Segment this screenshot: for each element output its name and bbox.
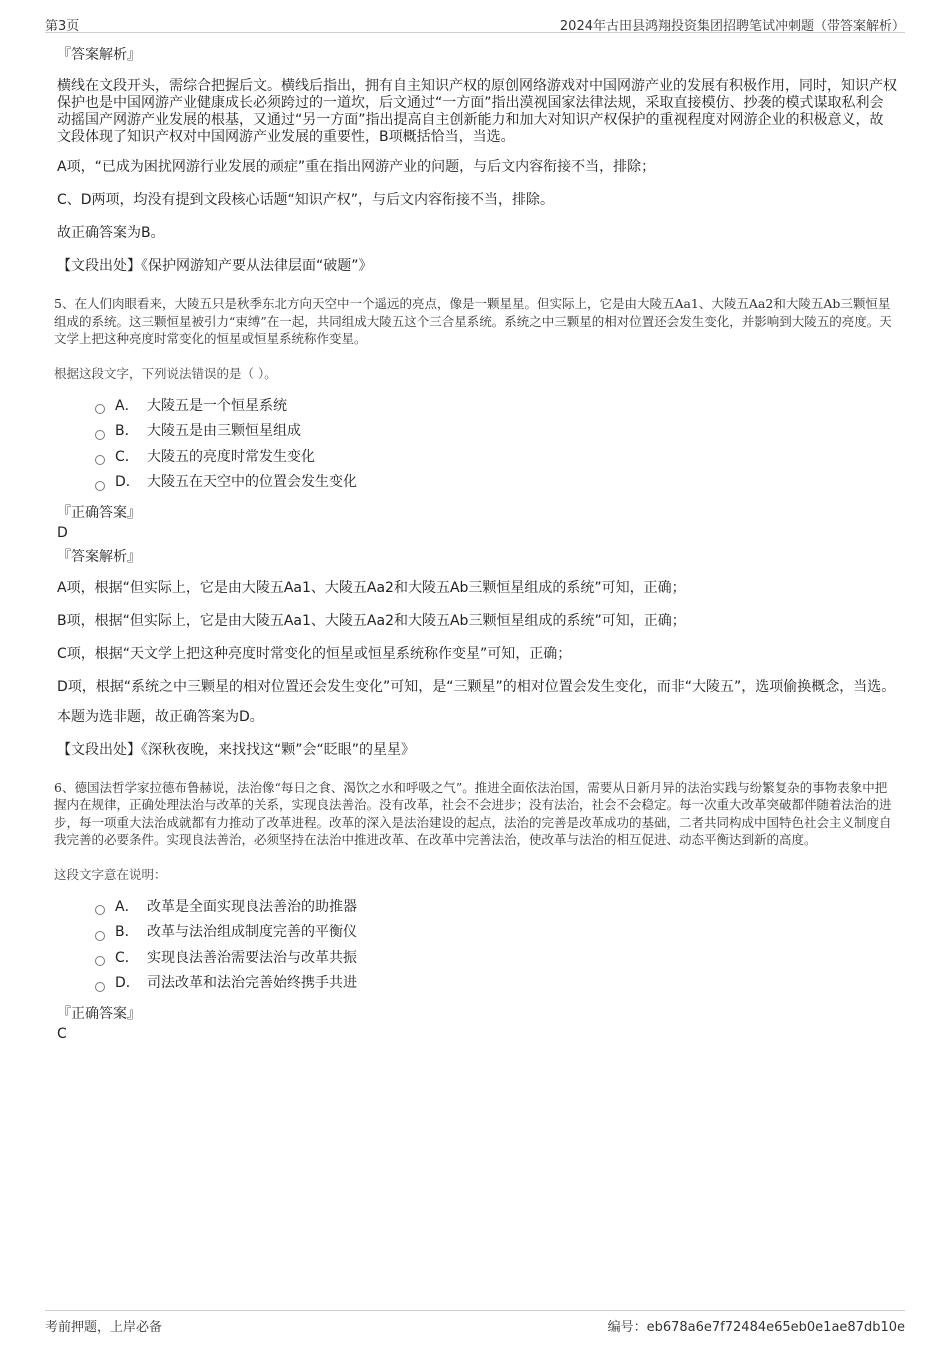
option-letter: A． [115,397,139,414]
option-list [95,895,897,997]
radio-icon[interactable] [95,905,105,915]
option-letter: C． [115,448,139,465]
option-text: 司法改革和法治完善始终携手共进 [147,975,357,992]
page-header [45,12,905,33]
option-c[interactable] [95,445,897,471]
option-a[interactable] [95,895,897,921]
analysis-paragraph: D项，根据“系统之中三颗星的相对位置还会发生变化”可知，是“三颗星”的相对位置会发生变化，而非“大陵五”，选项偷换概念，当选。 [57,678,896,695]
analysis-paragraph: 故正确答案为B。 [57,225,165,241]
analysis-paragraph: B项，根据“但实际上，它是由大陵五Aa1、大陵五Aa2和大陵五Ab三颗恒星组成的系统”可知，正确； [57,612,686,629]
analysis-paragraph: 本题为选非题，故正确答案为D。 [57,708,264,725]
analysis-paragraph: A项，根据“但实际上，它是由大陵五Aa1、大陵五Aa2和大陵五Ab三颗恒星组成的系统”可知，正确； [57,579,686,596]
correct-answer: C [57,1025,67,1042]
option-text: 改革与法治组成制度完善的平衡仪 [147,924,357,941]
analysis-paragraph: C、D两项，均没有提到文段核心话题“知识产权”，与后文内容衔接不当，排除。 [57,192,555,208]
question-stem: 6、德国法哲学家拉德布鲁赫说，法治像“每日之食、渴饮之水和呼吸之气”。推进全面依法治国，需要从日新月异的法治实践与纷繁复杂的事物表象中把握内在规律，正确处理法治与改革的关系，实现良法善治。没有改革，社会不会进步；没有法治，社会不会稳定。每一次重大改革突破都伴随着法治的进步，每一项重大法治成就都有力推动了改革进程。改革的深入是法治建设的起点，法治的完善是改革成功的基础，二者共同构成中国特色社会主义制度自我完善的必要条件。实现良法善治，必须坚持在法治中推进改革、在改革中完善法治，使改革与法治的相互促进、动态平衡达到新的高度。 [54,779,892,847]
question-5 [54,295,897,759]
analysis-label: 『答案解析』 [57,548,141,565]
option-d[interactable] [95,470,897,496]
option-text: 大陵五是一个恒星系统 [147,397,287,414]
question-prompt: 根据这段文字，下列说法错误的是（ ）。 [54,365,277,381]
option-c[interactable] [95,946,897,972]
option-text: 大陵五是由三颗恒星组成 [147,423,301,440]
option-letter: A． [115,898,139,915]
radio-icon[interactable] [95,956,105,966]
option-letter: B． [115,924,139,941]
question-prompt: 这段文字意在说明： [54,866,167,882]
radio-icon[interactable] [95,455,105,465]
radio-icon[interactable] [95,931,105,941]
option-b[interactable] [95,419,897,445]
answer-label: 『正确答案』 [57,1005,141,1022]
page-number: 第3页 [45,19,80,34]
option-a[interactable] [95,394,897,420]
document-title: 2024年古田县鸿翔投资集团招聘笔试冲刺题（带答案解析） [559,19,905,34]
source-citation: 【文段出处】《深秋夜晚，来找找这“颗”会“眨眼”的星星》 [57,741,416,758]
option-text: 改革是全面实现良法善治的助推器 [147,898,357,915]
answer-label: 『正确答案』 [57,504,141,521]
option-letter: C． [115,949,139,966]
option-list [95,394,897,496]
correct-answer: D [57,524,68,541]
document-code: 编号：eb678a6e7f72484e65eb0e1ae87db10e [607,1320,905,1335]
analysis-paragraph: C项，根据“天文学上把这种亮度时常变化的恒星或恒星系统称作变星”可知，正确； [57,645,572,662]
document-body [54,46,897,1043]
option-letter: D． [115,975,140,992]
footer-slogan: 考前押题，上岸必备 [45,1320,163,1335]
option-b[interactable] [95,920,897,946]
radio-icon[interactable] [95,982,105,992]
page-footer [45,1310,905,1335]
radio-icon[interactable] [95,481,105,491]
option-text: 大陵五在天空中的位置会发生变化 [147,474,357,491]
radio-icon[interactable] [95,404,105,414]
analysis-paragraph: 横线在文段开头，需综合把握后文。横线后指出，拥有自主知识产权的原创网络游戏对中国网游产业的发展有积极作用，同时，知识产权保护也是中国网游产业健康成长必须跨过的一道坎，后文通过“一方面”指出漠视国家法律法规，采取直接模仿、抄袭的模式谋取私利会动摇国产网游产业发展的根基，又通过“另一方面”指出提高自主创新能力和加大对知识产权保护的重视程度对网游企业的积极意义，故文段体现了知识产权对中国网游产业发展的重要性，B项概括恰当，当选。 [57,78,897,145]
option-d[interactable] [95,971,897,997]
question-stem: 5、在人们肉眼看来，大陵五只是秋季东北方向天空中一个遥远的亮点，像是一颗星星。但实际上，它是由大陵五Aa1、大陵五Aa2和大陵五Ab三颗恒星组成的系统。这三颗恒星被引力“束缚”在一起，共同组成大陵五这个三合星系统。系统之中三颗星的相对位置还会发生变化，并影响到大陵五的亮度。天文学上把这种亮度时常变化的恒星或恒星系统称作变星。 [54,296,892,346]
option-letter: D． [115,474,140,491]
prev-question-analysis [57,46,897,275]
radio-icon[interactable] [95,430,105,440]
option-text: 实现良法善治需要法治与改革共振 [147,949,357,966]
source-citation: 【文段出处】《保护网游知产要从法律层面“破题”》 [57,258,373,274]
analysis-label: 『答案解析』 [57,47,141,63]
analysis-paragraph: A项，“已成为困扰网游行业发展的顽症”重在指出网游产业的问题，与后文内容衔接不当，排除； [57,159,656,175]
option-text: 大陵五的亮度时常发生变化 [147,448,315,465]
question-6 [54,779,897,1043]
option-letter: B． [115,423,139,440]
